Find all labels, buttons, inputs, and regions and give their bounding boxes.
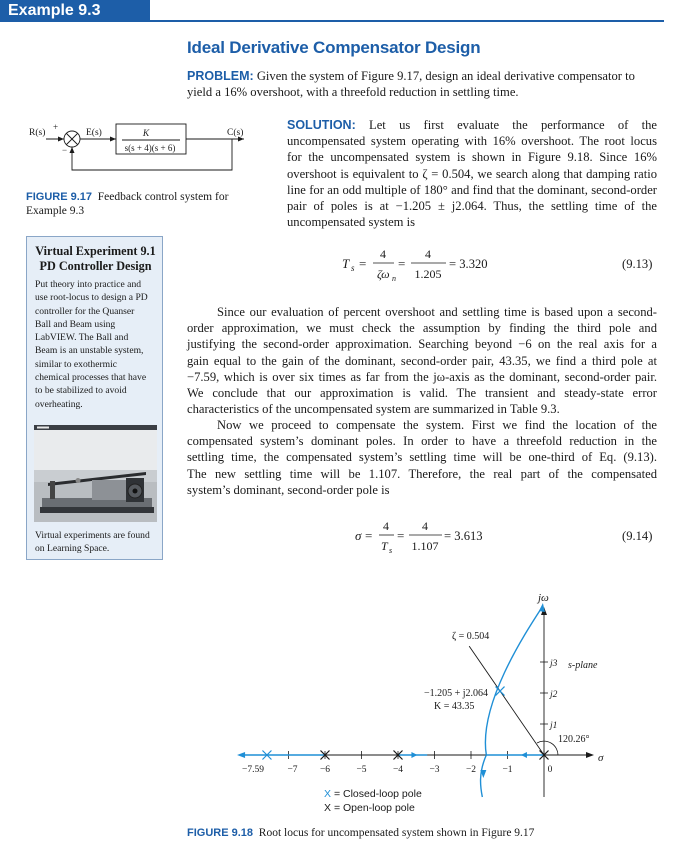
sidebar-body-line: Ball and Beam using [35,318,116,330]
sidebar-body-line: overheating. [35,398,83,410]
minus-sign: − [62,145,68,155]
eq913-result: = 3.320 [449,257,488,271]
solution-line-6: pair of poles is at −1.205 ± j2.064. Thus, the settling time of the [287,199,657,214]
sidebar-footer-line-2: on Learning Space. [35,543,110,555]
figure-9-17-caption [26,190,261,218]
solution-line-5: line for an odd multiple of 180° and find that the dominant, second-order [287,182,657,197]
para3-line-4: The new settling time will be 1.107. Therefore, the real part of the compensated [187,466,657,481]
solution-line-2: uncompensated system operating with 16% overshoot. The root locus [287,134,657,149]
imag-tick-label: j3 [550,659,558,669]
real-tick-label: −1 [502,765,513,775]
closed-loop-legend-text: = Closed-loop pole [333,788,422,800]
solution-label: SOLUTION: [287,118,356,132]
plus-sign: + [53,122,59,132]
locus-arrow-real-1 [521,752,527,758]
figure-9-18-label: FIGURE 9.18 [187,827,254,839]
para2-line-7: characteristics of the uncompensated system are summarized in Table 9.3. [187,402,560,417]
root-locus-legend [324,787,422,815]
eq913-numerator-1: 4 [380,247,386,261]
eq914-numerator-1: 4 [383,519,389,533]
para2-line-6: We conclude that our approximation is valid. The transient and steady-state error [187,386,657,401]
eq914-denominator-1-sub: s [389,546,393,555]
sidebar-footer [35,529,157,556]
figure-9-18-caption-text: Root locus for uncompensated system shown in Figure 9.17 [258,827,535,839]
eq914-denominator-2: 1.107 [411,539,439,553]
paragraph-compensation [187,417,657,498]
equation-9-13-number: (9.13) [622,257,653,271]
para2-line-5: −7.59, which is over six times as far from the jω-axis as the dominant, second-order pair. [187,369,657,384]
sidebar-body-line: controller for the Quanser [35,305,135,317]
real-tick-label: −4 [392,765,404,775]
closed-loop-marker: X [324,788,332,800]
virtual-experiment-sidebar [26,236,163,560]
output-label: C(s) [227,128,244,138]
para2-line-2: order approximation, we must check the assumption by finding the third pole and [187,321,657,336]
eq913-denominator-1: ζω [377,267,390,281]
figure-9-17-caption-line-1: Feedback control system for [97,191,229,203]
eq914-result: = 3.613 [444,529,483,543]
eq914-numerator-2: 4 [422,519,428,533]
s-plane-label: s-plane [568,660,598,671]
sidebar-body-line: to be stabilized to avoid [35,385,127,397]
solution-line-7: uncompensated system is [287,215,416,230]
solution-line-4: overshoot is equivalent to ζ = 0.504, we search along that damping ratio [287,166,657,181]
tf-denominator: s(s + 4)(s + 6) [124,143,176,153]
zeta-label: ζ = 0.504 [452,631,490,642]
example-label: Example 9.3 [0,0,150,22]
eq914-lhs: σ [355,528,362,543]
angle-arc [537,741,558,755]
equation-9-14-number: (9.14) [622,529,653,543]
tf-numerator: K [142,129,150,139]
imag-tick-label: j1 [550,721,558,731]
eq913-denominator-1-sub: n [392,274,396,283]
para2-line-3: justifying the second-order approximation. Searching beyond −6 on the real axis for a [187,337,657,352]
para3-line-2: compensated system’s dominant poles. In order to have a threefold reduction in the [187,434,657,449]
problem-label: PROBLEM: [187,69,254,83]
para2-line-1: Since our evaluation of percent overshoot and settling time is based upon a second- [217,305,657,319]
locus-branch-upper [485,607,542,755]
para2-line-4: gain equal to the gain of the dominant, second-order pair, 43.35, we find a third pole at [187,353,657,368]
header-rule [150,20,664,22]
problem-paragraph [187,68,657,100]
angle-label: 120.26° [558,734,590,745]
locus-arrow-left [237,752,245,758]
sidebar-body-line: LabVIEW. The Ball and [35,332,129,344]
imag-tick-label: j2 [550,690,558,700]
eq914-equals-2: = [397,528,405,543]
eq913-equals-2: = [398,256,406,271]
sidebar-title [27,244,164,274]
equation-9-14 [353,516,503,556]
paragraph-approximation [187,304,657,417]
problem-line-1: Given the system of Figure 9.17, design an ideal derivative compensator to [256,69,635,83]
sigma-label: σ [598,752,604,764]
real-axis-arrow [586,752,594,758]
problem-line-2: yield a 16% overshoot, with a threefold reduction in settling time. [187,85,519,100]
sidebar-body-line: Beam is an unstable system, [35,345,144,357]
real-tick-label: 0 [547,765,553,775]
solution-line-1: Let us first evaluate the performance of the [369,118,657,132]
para3-line-5: system’s dominant, second-order pole is [187,482,390,497]
eq913-equals: = [359,256,367,271]
dominant-pole-label-2: K = 43.35 [434,701,475,712]
real-tick-label: −2 [465,765,477,775]
section-title: Ideal Derivative Compensator Design [187,38,481,57]
real-tick-label: −7.59 [241,765,264,775]
open-loop-marker: X [324,802,332,814]
eq913-lhs-sub: s [351,263,355,273]
para3-line-1: Now we proceed to compensate the system. First we find the location of the [217,418,657,432]
eq914-equals: = [365,528,373,543]
sidebar-body-line: Put theory into practice and [35,279,142,290]
sidebar-footer-line-1: Virtual experiments are found [35,530,150,541]
real-tick-label: −7 [287,765,298,775]
locus-arrow-real-2 [411,752,417,758]
damping-ratio-line [469,646,544,755]
solution-paragraph [287,117,657,230]
eq913-denominator-2: 1.205 [414,267,442,281]
open-loop-legend-text: = Open-loop pole [333,802,415,814]
sidebar-body [35,278,157,411]
input-label: R(s) [29,128,46,138]
solution-line-3: for the uncompensated system is shown in Figure 9.18. Since 16% [287,150,657,165]
sidebar-title-line-2: PD Controller Design [39,259,152,273]
ball-and-beam-photo [34,425,157,522]
real-tick-label: −5 [356,765,367,775]
dominant-pole-label-1: −1.205 + j2.064 [424,688,489,699]
para3-line-3: settling time, the compensated system’s settling time will be one-third of Eq. (9.13). [187,450,657,465]
real-tick-label: −6 [319,765,331,775]
eq913-numerator-2: 4 [425,247,431,261]
eq913-lhs: T [342,256,350,271]
sidebar-body-line: similar to exothermic [35,358,118,370]
eq914-denominator-1: T [381,539,388,553]
block-diagram [22,118,252,188]
error-label: E(s) [86,128,102,138]
sidebar-body-line: use root-locus to design a PD [35,292,148,304]
figure-9-17-caption-line-2: Example 9.3 [26,205,85,217]
jw-axis-label: jω [538,592,549,604]
sidebar-body-line: chemical processes that have [35,372,147,384]
real-tick-label: −3 [429,765,440,775]
figure-9-17-label: FIGURE 9.17 [26,191,93,203]
figure-9-18-caption [187,826,534,840]
sidebar-title-line-1: Virtual Experiment 9.1 [35,244,156,258]
equation-9-13 [340,244,500,284]
